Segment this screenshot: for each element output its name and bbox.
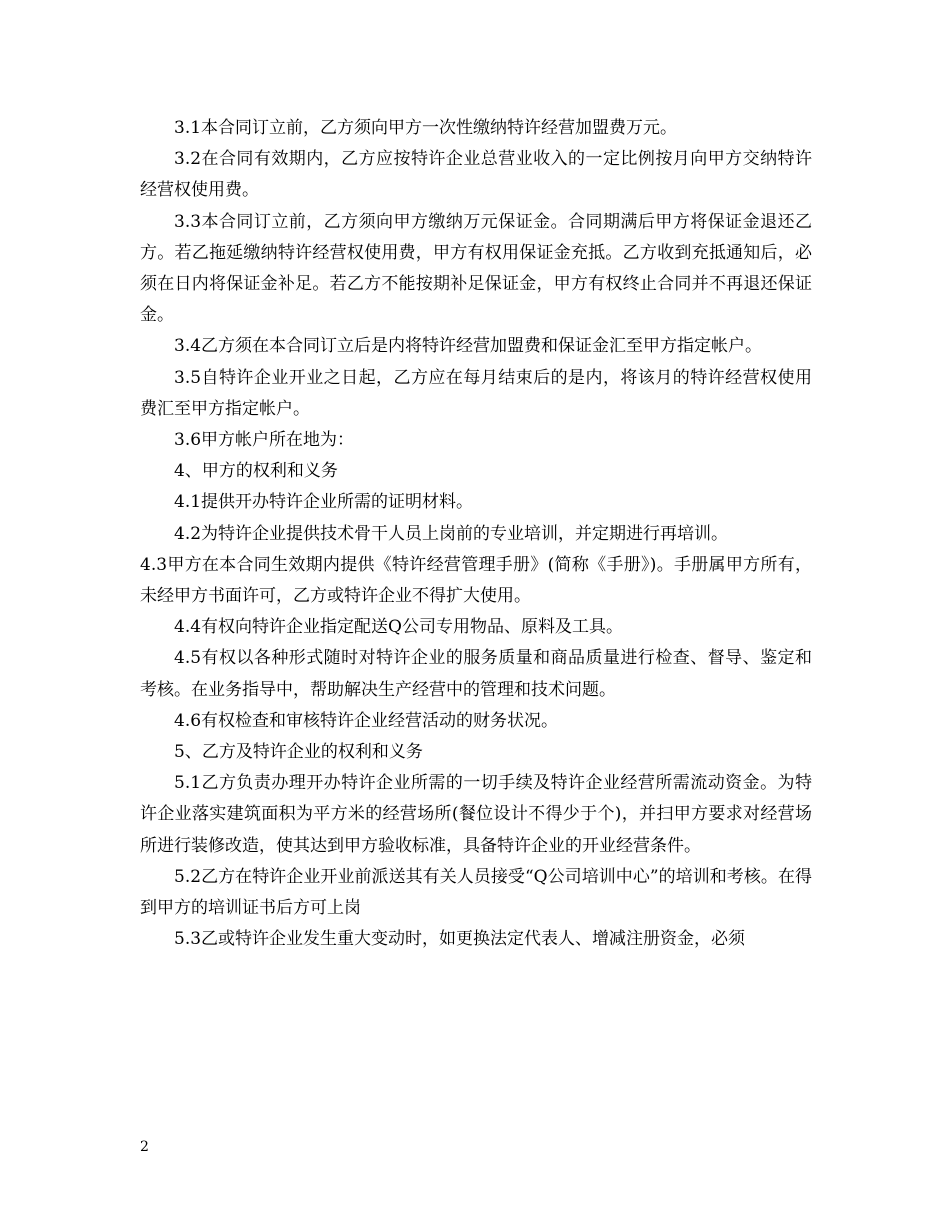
document-body bbox=[140, 113, 812, 955]
clause-4-2: 4.2为特许企业提供技术骨干人员上岗前的专业培训，并定期进行再培训。 bbox=[174, 523, 729, 544]
clause-5-1: 5.1乙方负责办理开办特许企业所需的一切手续及特许企业经营所需流动资金。为特许企业落实建筑面积为平方米的经营场所(餐位设计不得少于个)，并扫甲方要求对经营场所进行装修改造，使其达到甲方验收标准，具备特许企业的开业经营条件。 bbox=[140, 773, 812, 856]
clause-4-6: 4.6有权检查和审核特许企业经营活动的财务状况。 bbox=[174, 710, 559, 731]
clause-4-5: 4.5有权以各种形式随时对特许企业的服务质量和商品质量进行检查、督导、鉴定和考核。在业务指导中，帮助解决生产经营中的管理和技术问题。 bbox=[140, 648, 812, 700]
clause-4-1: 4.1提供开办特许企业所需的证明材料。 bbox=[174, 492, 474, 513]
clause-3-4: 3.4乙方须在本合同订立后是内将特许经营加盟费和保证金汇至甲方指定帐户。 bbox=[174, 336, 763, 357]
clause-3-3: 3.3本合同订立前，乙方须向甲方缴纳万元保证金。合同期满后甲方将保证金退还乙方。若乙拖延缴纳特许经营权使用费，甲方有权用保证金充抵。乙方收到充抵通知后，必须在日内将保证金补足。若乙方不能按期补足保证金，甲方有权终止合同并不再退还保证金。 bbox=[140, 211, 812, 326]
clause-3-5: 3.5自特许企业开业之日起，乙方应在每月结束后的是内，将该月的特许经营权使用费汇至甲方指定帐户。 bbox=[140, 367, 812, 419]
clause-3-6: 3.6甲方帐户所在地为： bbox=[174, 430, 355, 451]
clause-5-3: 5.3乙或特许企业发生重大变动时，如更换法定代表人、增减注册资金，必须 bbox=[174, 929, 746, 950]
clause-4-3: 4.3甲方在本合同生效期内提供《特许经营管理手册》(简称《手册》)。手册属甲方所有，未经甲方书面许可，乙方或特许企业不得扩大使用。 bbox=[140, 554, 812, 607]
clause-5-2: 5.2乙方在特许企业开业前派送其有关人员接受“Q公司培训中心”的培训和考核。在得到甲方的培训证书后方可上岗 bbox=[140, 866, 812, 919]
clause-3-1: 3.1本合同订立前，乙方须向甲方一次性缴纳特许经营加盟费万元。 bbox=[174, 118, 678, 138]
clause-4-4: 4.4有权向特许企业指定配送Q公司专用物品、原料及工具。 bbox=[174, 617, 623, 638]
page-number: 2 bbox=[140, 1139, 149, 1155]
section-4-heading: 4、甲方的权利和义务 bbox=[174, 461, 338, 482]
clause-3-2: 3.2在合同有效期内，乙方应按特许企业总营业收入的一定比例按月向甲方交纳特许经营权使用费。 bbox=[140, 149, 812, 201]
section-5-heading: 5、乙方及特许企业的权利和义务 bbox=[174, 742, 423, 763]
